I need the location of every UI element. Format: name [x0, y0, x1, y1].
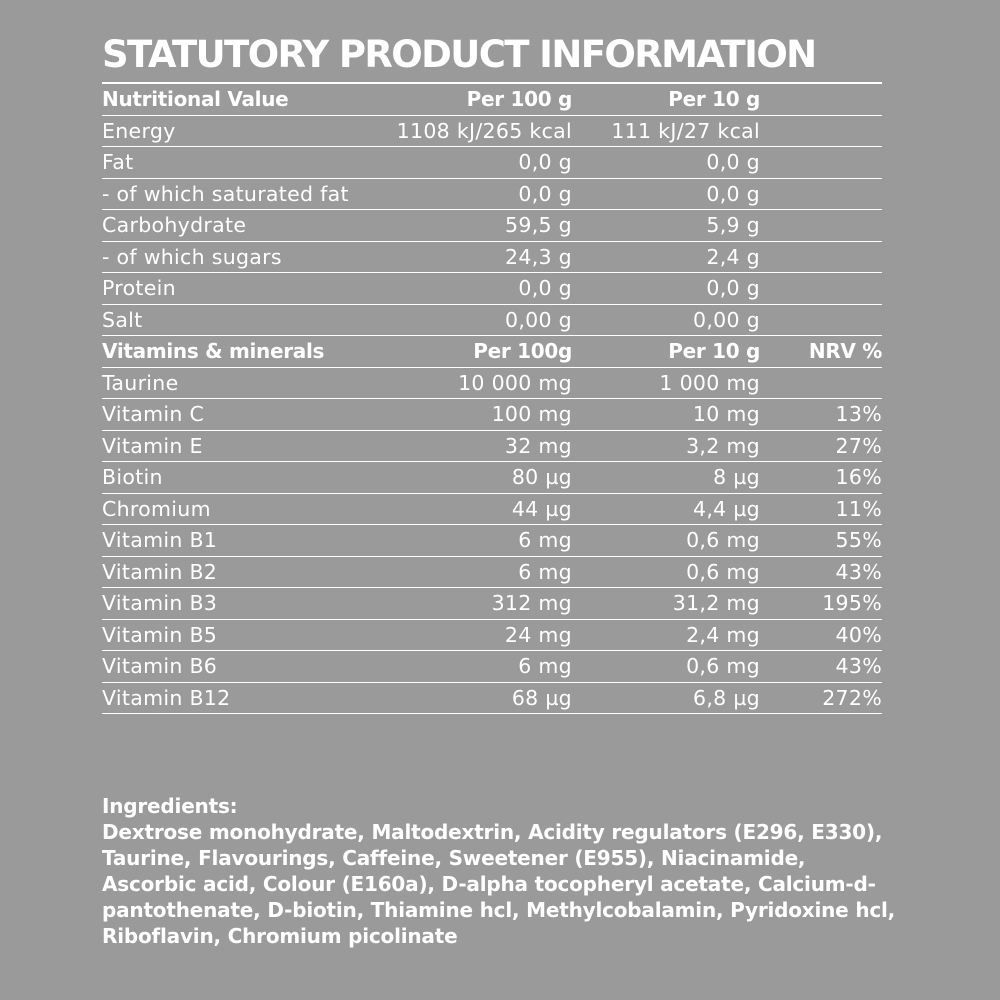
cell-nrv [760, 147, 882, 179]
cell-label: Vitamin B5 [102, 619, 392, 651]
table-row [102, 588, 882, 620]
cell-per100: 44 µg [392, 493, 572, 525]
cell-per100: 0,0 g [392, 273, 572, 305]
table-row [102, 462, 882, 494]
cell-label: Vitamin B12 [102, 682, 392, 714]
cell-per10: 0,6 mg [572, 651, 760, 683]
cell-nrv [760, 241, 882, 273]
cell-per10: 0,6 mg [572, 556, 760, 588]
header-per10: Per 10 g [572, 84, 760, 115]
cell-per100: 6 mg [392, 556, 572, 588]
table-row [102, 273, 882, 305]
cell-nrv: 11% [760, 493, 882, 525]
cell-nrv: 16% [760, 462, 882, 494]
cell-nrv: 195% [760, 588, 882, 620]
cell-per10: 5,9 g [572, 210, 760, 242]
cell-per100: 32 mg [392, 430, 572, 462]
cell-nrv: 43% [760, 651, 882, 683]
cell-per10: 0,0 g [572, 178, 760, 210]
table-row [102, 178, 882, 210]
cell-per10: 0,00 g [572, 304, 760, 336]
cell-per10: 111 kJ/27 kcal [572, 115, 760, 147]
cell-label: Vitamin B3 [102, 588, 392, 620]
header-label: Vitamins & minerals [102, 336, 392, 368]
cell-per100: 10 000 mg [392, 367, 572, 399]
product-information-panel [102, 32, 882, 714]
nutrition-table [102, 84, 882, 714]
cell-label: Vitamin B1 [102, 525, 392, 557]
header-label: Nutritional Value [102, 84, 392, 115]
cell-per100: 1108 kJ/265 kcal [392, 115, 572, 147]
cell-label: Taurine [102, 367, 392, 399]
header-nrv [760, 84, 882, 115]
cell-nrv: 40% [760, 619, 882, 651]
cell-per10: 4,4 µg [572, 493, 760, 525]
table-row [102, 651, 882, 683]
vitamins-header-row [102, 336, 882, 368]
cell-nrv [760, 115, 882, 147]
nutrition-header-row [102, 84, 882, 115]
table-row [102, 525, 882, 557]
cell-per10: 10 mg [572, 399, 760, 431]
table-row [102, 430, 882, 462]
cell-nrv [760, 304, 882, 336]
cell-per10: 2,4 mg [572, 619, 760, 651]
table-row [102, 115, 882, 147]
cell-label: Carbohydrate [102, 210, 392, 242]
cell-label: - of which sugars [102, 241, 392, 273]
cell-label: Chromium [102, 493, 392, 525]
cell-label: Vitamin B2 [102, 556, 392, 588]
table-row [102, 304, 882, 336]
table-row [102, 147, 882, 179]
page-title: STATUTORY PRODUCT INFORMATION [102, 32, 882, 84]
cell-per100: 0,0 g [392, 178, 572, 210]
cell-per100: 0,00 g [392, 304, 572, 336]
ingredients-text: Dextrose monohydrate, Maltodextrin, Acidity regulators (E296, E330), Taurine, Flavourings, Caffeine, Sweetener (E955), Niacinamide, Ascorbic acid, Colour (E160a), D-alpha tocopheryl acetate, Calcium-d-pantothenate, D-biotin, Thiamine hcl, Methylcobalamin, Pyridoxine hcl, Riboflavin, Chromium picolinate [102, 820, 896, 948]
cell-per10: 0,0 g [572, 273, 760, 305]
cell-per100: 0,0 g [392, 147, 572, 179]
cell-nrv [760, 178, 882, 210]
cell-per100: 6 mg [392, 651, 572, 683]
cell-per10: 8 µg [572, 462, 760, 494]
ingredients-title: Ingredients: [102, 794, 238, 818]
cell-label: Fat [102, 147, 392, 179]
cell-nrv: 55% [760, 525, 882, 557]
cell-nrv [760, 210, 882, 242]
cell-label: Biotin [102, 462, 392, 494]
table-row [102, 619, 882, 651]
cell-per100: 6 mg [392, 525, 572, 557]
cell-label: - of which saturated fat [102, 178, 392, 210]
cell-label: Vitamin B6 [102, 651, 392, 683]
cell-per10: 3,2 mg [572, 430, 760, 462]
table-row [102, 210, 882, 242]
cell-per10: 31,2 mg [572, 588, 760, 620]
cell-nrv: 27% [760, 430, 882, 462]
cell-nrv: 13% [760, 399, 882, 431]
cell-nrv: 272% [760, 682, 882, 714]
cell-per10: 2,4 g [572, 241, 760, 273]
cell-per10: 6,8 µg [572, 682, 760, 714]
table-row [102, 241, 882, 273]
header-per100: Per 100g [392, 336, 572, 368]
header-nrv: NRV % [760, 336, 882, 368]
cell-per10: 1 000 mg [572, 367, 760, 399]
cell-label: Protein [102, 273, 392, 305]
table-row [102, 556, 882, 588]
table-row [102, 399, 882, 431]
cell-per100: 24,3 g [392, 241, 572, 273]
ingredients-section [102, 793, 902, 949]
cell-label: Vitamin E [102, 430, 392, 462]
header-per100: Per 100 g [392, 84, 572, 115]
nutrition-table-body [102, 84, 882, 714]
header-per10: Per 10 g [572, 336, 760, 368]
cell-per100: 59,5 g [392, 210, 572, 242]
cell-label: Energy [102, 115, 392, 147]
cell-nrv [760, 273, 882, 305]
cell-per100: 100 mg [392, 399, 572, 431]
cell-per100: 80 µg [392, 462, 572, 494]
cell-label: Salt [102, 304, 392, 336]
table-row [102, 493, 882, 525]
cell-per100: 312 mg [392, 588, 572, 620]
cell-nrv: 43% [760, 556, 882, 588]
cell-per100: 24 mg [392, 619, 572, 651]
cell-label: Vitamin C [102, 399, 392, 431]
cell-per10: 0,6 mg [572, 525, 760, 557]
table-row [102, 367, 882, 399]
cell-per100: 68 µg [392, 682, 572, 714]
cell-nrv [760, 367, 882, 399]
table-row [102, 682, 882, 714]
cell-per10: 0,0 g [572, 147, 760, 179]
